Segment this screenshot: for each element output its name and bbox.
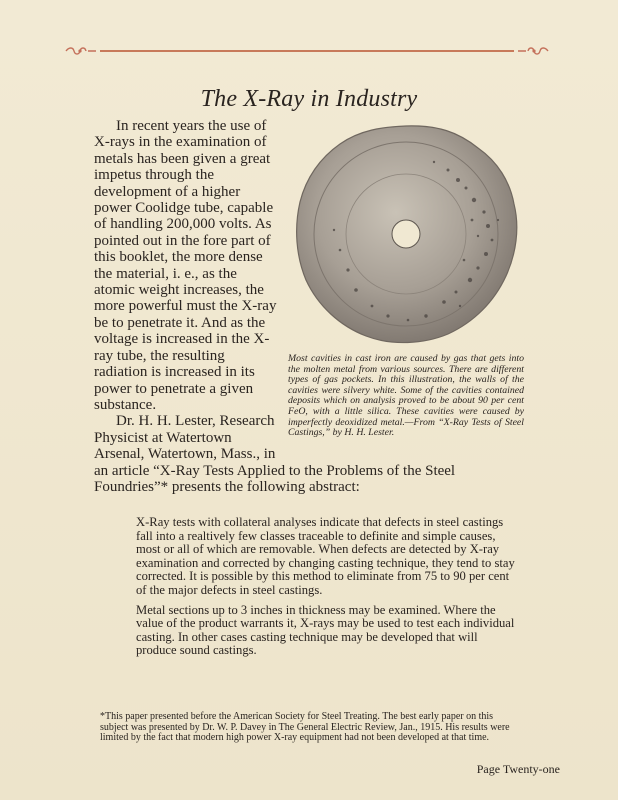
abstract-quote <box>136 516 518 664</box>
abstract-paragraph: Metal sections up to 3 inches in thickness may be examined. Where the value of the product warrants it, X-rays may be used to test each individual casting. In other cases casting technique may be developed that will produce sound castings. <box>136 602 515 658</box>
body-text <box>94 118 524 495</box>
page-title: The X-Ray in Industry <box>200 86 418 112</box>
page-number: Page Twenty-one <box>476 762 560 776</box>
header-rule <box>64 46 550 56</box>
abstract-paragraph: X-Ray tests with collateral analyses indicate that defects in steel castings fall into a realtively few classes traceable to definite and simple causes, most or all of which are removable. When defects are detected by X-ray examination and corrected by changing casting technique, they tend to stay corrected. It is possible by this method to eliminate from 75 to 90 per cent of the major defects in steel castings. <box>136 515 515 597</box>
footnote: *This paper presented before the American Society for Steel Treating. The best early paper on this subject was presented by Dr. W. P. Davey in The General Electric Review, Jan., 1915. His results were limited by the fact that modern high power X-ray equipment had not been developed at that time. <box>100 711 510 744</box>
paragraph-opening: In recent years the use of X-rays in the examination of metals has been given a great impetus through the development of a higher power Coolidge tube, capable of handling 200,000 volts. As pointed out in the fore part of this booklet, the more dense the material, i. e., as the atomic weight increases, the more powerful must the X-ray be to penetrate it. And as the voltage is increased in the X-ray tube, the resulting radiation is increased in its power to penetrate a given substance. <box>94 118 277 413</box>
casting-disc-photo <box>288 120 524 348</box>
figure <box>288 120 524 454</box>
header-rule-line <box>100 50 514 52</box>
scroll-ornament-icon <box>518 46 550 56</box>
scroll-ornament-icon <box>64 46 96 56</box>
paragraph-lester: Dr. H. H. Lester, Research Physicist at Watertown Arsenal, Watertown, Mass., in an article “X-Ray Tests Applied to the Problems of the Steel Foundries”* presents the following abstract: <box>94 413 456 495</box>
figure-caption: Most cavities in cast iron are caused by gas that gets into the molten metal from various sources. There are different types of gas pockets. In this illustration, the walls of the cavities were silvery white. Some of the cavities contained deposits which on analysis proved to be about 90 per cent FeO, with a little silica. These cavities were caused by imperfectly deoxidized metal.—From “X-Ray Tests of Steel Castings,” by H. H. Lester. <box>288 353 524 439</box>
